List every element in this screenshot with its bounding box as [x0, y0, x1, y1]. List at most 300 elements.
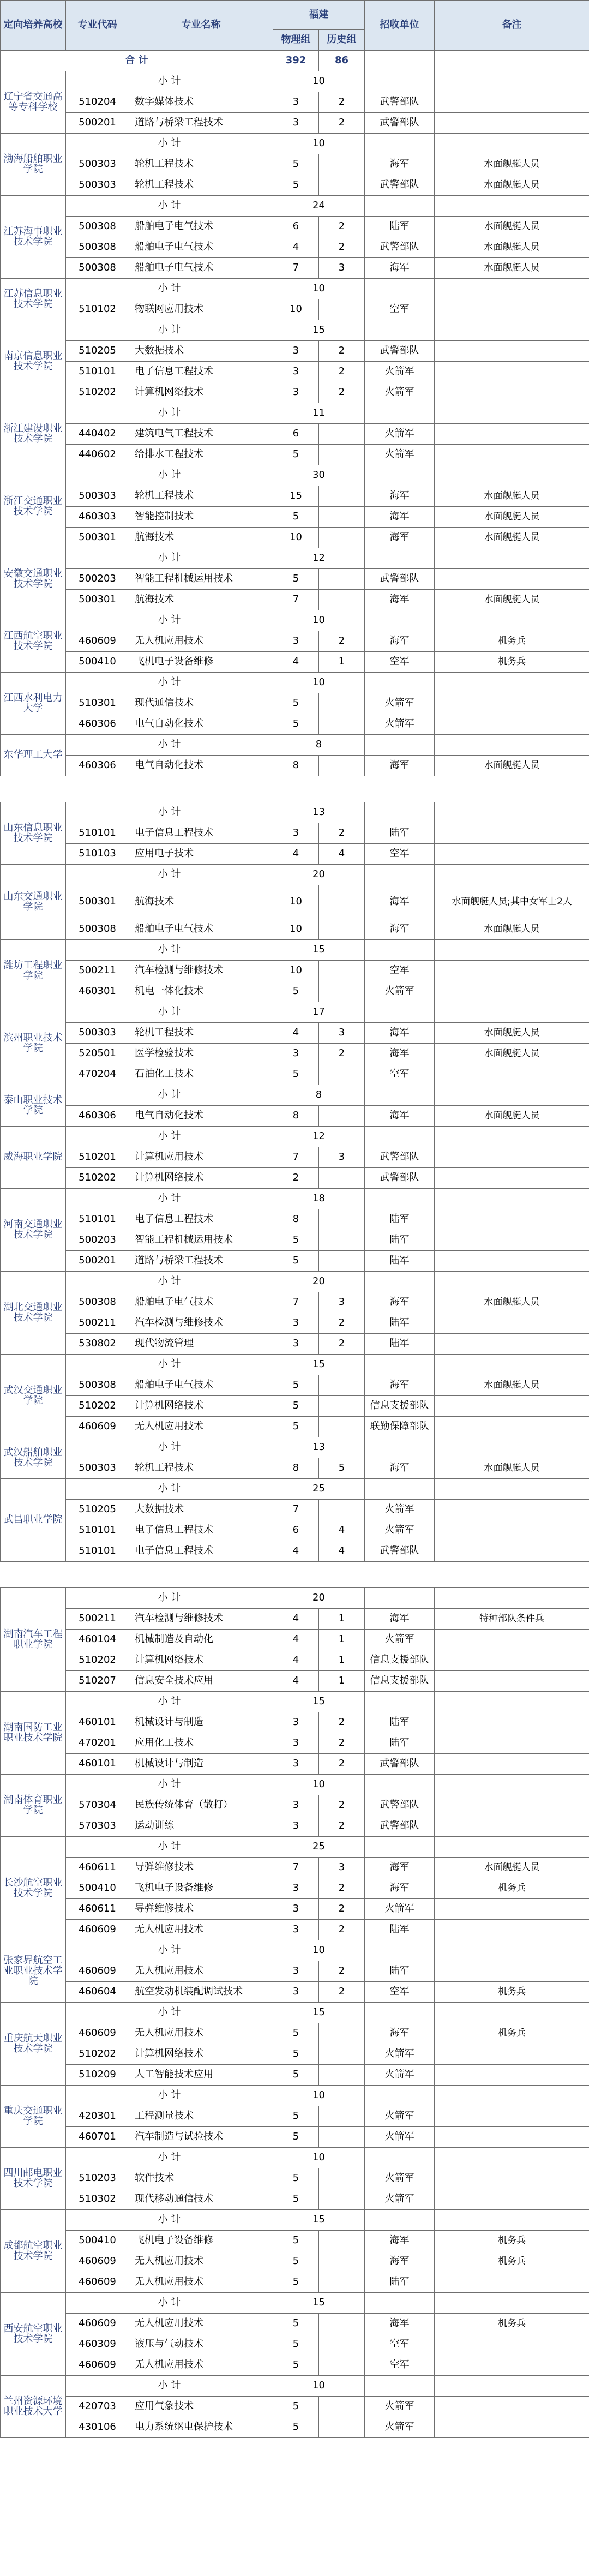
subtotal-remark [435, 735, 589, 756]
major-name: 数字媒体技术 [129, 92, 273, 113]
major-row [1, 1251, 589, 1272]
major-name: 无人机应用技术 [129, 2251, 273, 2272]
recruit-unit: 空军 [365, 844, 435, 865]
major-row [1, 175, 589, 196]
subtotal-remark [435, 196, 589, 217]
major-row [1, 844, 589, 865]
major-code: 510101 [66, 362, 129, 382]
physics-count: 2 [273, 1168, 319, 1189]
major-name: 电气自动化技术 [129, 756, 273, 776]
subtotal-unit [365, 465, 435, 486]
major-row [1, 486, 589, 507]
physics-count: 3 [273, 1982, 319, 2003]
subtotal-label: 小 计 [66, 735, 273, 756]
subtotal-remark [435, 279, 589, 299]
major-name: 民族传统体育（散打） [129, 1795, 273, 1816]
physics-count: 4 [273, 1609, 319, 1630]
physics-count: 7 [273, 1292, 319, 1313]
history-count [319, 981, 365, 1002]
subtotal-value: 11 [273, 403, 365, 424]
subtotal-value: 15 [273, 320, 365, 341]
subtotal-row [1, 673, 589, 693]
history-count [319, 2127, 365, 2148]
recruit-unit: 海军 [365, 2251, 435, 2272]
physics-count: 4 [273, 1541, 319, 1562]
remark: 机务兵 [435, 2231, 589, 2251]
physics-count: 3 [273, 1733, 319, 1754]
major-name: 计算机网络技术 [129, 2044, 273, 2065]
major-row [1, 569, 589, 590]
subtotal-remark [435, 2210, 589, 2231]
subtotal-row [1, 610, 589, 631]
major-row [1, 113, 589, 134]
major-row [1, 1209, 589, 1230]
major-name: 轮机工程技术 [129, 1458, 273, 1479]
remark [435, 1209, 589, 1230]
remark [435, 1064, 589, 1085]
physics-count: 3 [273, 1816, 319, 1837]
header-remark: 备注 [435, 1, 589, 51]
history-count: 2 [319, 1712, 365, 1733]
physics-count: 4 [273, 237, 319, 258]
major-code: 460609 [66, 1961, 129, 1982]
major-name: 船舶电子电气技术 [129, 237, 273, 258]
major-code: 500211 [66, 1609, 129, 1630]
subtotal-remark [435, 403, 589, 424]
subtotal-row [1, 2148, 589, 2168]
physics-count: 5 [273, 569, 319, 590]
major-code: 500301 [66, 590, 129, 610]
school-name: 滨州职业技术学院 [1, 1002, 66, 1085]
subtotal-value: 20 [273, 1272, 365, 1292]
major-code: 460306 [66, 714, 129, 735]
major-code: 470204 [66, 1064, 129, 1085]
major-row [1, 362, 589, 382]
major-code: 500203 [66, 569, 129, 590]
physics-count: 3 [273, 1754, 319, 1775]
subtotal-value: 30 [273, 465, 365, 486]
recruit-unit: 海军 [365, 507, 435, 528]
subtotal-value: 15 [273, 2293, 365, 2314]
subtotal-label: 小 计 [66, 1189, 273, 1209]
total-remark [435, 51, 589, 71]
major-name: 航空发动机装配调试技术 [129, 1982, 273, 2003]
major-row [1, 382, 589, 403]
major-name: 机械制造及自动化 [129, 1630, 273, 1650]
history-count [319, 2065, 365, 2086]
major-code: 500303 [66, 1023, 129, 1044]
major-code: 510101 [66, 823, 129, 844]
subtotal-remark [435, 1355, 589, 1375]
history-count [319, 1106, 365, 1127]
remark [435, 1795, 589, 1816]
major-name: 船舶电子电气技术 [129, 258, 273, 279]
major-name: 运动训练 [129, 1816, 273, 1837]
major-name: 航海技术 [129, 590, 273, 610]
recruit-unit: 海军 [365, 1609, 435, 1630]
major-row [1, 1334, 589, 1355]
major-row [1, 1417, 589, 1437]
subtotal-row [1, 2086, 589, 2106]
history-count: 2 [319, 237, 365, 258]
subtotal-remark [435, 465, 589, 486]
history-count: 2 [319, 362, 365, 382]
major-name: 电子信息工程技术 [129, 823, 273, 844]
remark [435, 92, 589, 113]
subtotal-remark [435, 548, 589, 569]
physics-count: 5 [273, 2044, 319, 2065]
physics-count: 15 [273, 486, 319, 507]
major-name: 导弹维修技术 [129, 1858, 273, 1878]
history-count: 2 [319, 1733, 365, 1754]
major-code: 510202 [66, 2044, 129, 2065]
major-row [1, 1292, 589, 1313]
major-row [1, 1313, 589, 1334]
major-row [1, 1458, 589, 1479]
recruit-unit: 海军 [365, 1106, 435, 1127]
physics-count: 4 [273, 1630, 319, 1650]
physics-count: 5 [273, 1417, 319, 1437]
physics-count: 7 [273, 1858, 319, 1878]
subtotal-label: 小 计 [66, 1272, 273, 1292]
major-code: 500308 [66, 1292, 129, 1313]
major-name: 无人机应用技术 [129, 1417, 273, 1437]
major-name: 建筑电气工程技术 [129, 424, 273, 445]
major-row [1, 217, 589, 237]
subtotal-label: 小 计 [66, 548, 273, 569]
physics-count: 7 [273, 258, 319, 279]
table-body [1, 71, 589, 2438]
subtotal-row [1, 1189, 589, 1209]
history-count [319, 1064, 365, 1085]
major-row [1, 714, 589, 735]
school-name: 湖南汽车工程职业学院 [1, 1588, 66, 1692]
major-row [1, 2023, 589, 2044]
major-code: 430106 [66, 2417, 129, 2438]
school-name: 安徽交通职业技术学院 [1, 548, 66, 610]
major-row [1, 693, 589, 714]
physics-count: 5 [273, 2417, 319, 2438]
major-code: 420703 [66, 2397, 129, 2417]
subtotal-remark [435, 1272, 589, 1292]
major-code: 460303 [66, 507, 129, 528]
physics-count: 5 [273, 2314, 319, 2334]
history-count [319, 154, 365, 175]
major-code: 460101 [66, 1712, 129, 1733]
remark [435, 1920, 589, 1940]
remark [435, 1396, 589, 1417]
major-name: 人工智能技术应用 [129, 2065, 273, 2086]
recruit-unit: 海军 [365, 2023, 435, 2044]
major-code: 570304 [66, 1795, 129, 1816]
major-code: 510302 [66, 2189, 129, 2210]
history-count [319, 528, 365, 548]
physics-count: 6 [273, 424, 319, 445]
subtotal-label: 小 计 [66, 1355, 273, 1375]
gap-cell [1, 1562, 589, 1588]
history-count: 4 [319, 844, 365, 865]
history-count: 3 [319, 1147, 365, 1168]
major-code: 440402 [66, 424, 129, 445]
major-code: 460611 [66, 1858, 129, 1878]
subtotal-label: 小 计 [66, 610, 273, 631]
subtotal-unit [365, 610, 435, 631]
major-name: 电气自动化技术 [129, 714, 273, 735]
major-code: 460701 [66, 2127, 129, 2148]
major-name: 船舶电子电气技术 [129, 919, 273, 940]
remark [435, 1251, 589, 1272]
school-name: 湖南体育职业学院 [1, 1775, 66, 1837]
major-row [1, 1920, 589, 1940]
school-name: 湖北交通职业技术学院 [1, 1272, 66, 1355]
major-name: 智能工程机械运用技术 [129, 569, 273, 590]
remark [435, 1754, 589, 1775]
major-row [1, 1168, 589, 1189]
subtotal-label: 小 计 [66, 1837, 273, 1858]
subtotal-remark [435, 134, 589, 154]
recruit-unit: 海军 [365, 631, 435, 652]
remark [435, 113, 589, 134]
subtotal-remark [435, 1692, 589, 1712]
remark [435, 2127, 589, 2148]
physics-count: 4 [273, 844, 319, 865]
remark: 水面舰艇人员 [435, 1023, 589, 1044]
major-name: 航海技术 [129, 528, 273, 548]
school-name: 张家界航空工业职业技术学院 [1, 1940, 66, 2003]
school-name: 浙江建设职业技术学院 [1, 403, 66, 465]
major-row [1, 1630, 589, 1650]
history-count: 2 [319, 1313, 365, 1334]
major-row [1, 445, 589, 465]
recruit-unit: 空军 [365, 299, 435, 320]
major-code: 500303 [66, 1458, 129, 1479]
major-code: 460609 [66, 2023, 129, 2044]
remark: 机务兵 [435, 1982, 589, 2003]
physics-count: 3 [273, 1334, 319, 1355]
physics-count: 5 [273, 2251, 319, 2272]
remark [435, 1671, 589, 1692]
remark [435, 424, 589, 445]
school-name: 山东交通职业学院 [1, 865, 66, 940]
remark: 水面舰艇人员 [435, 528, 589, 548]
major-row [1, 1878, 589, 1899]
header-physics: 物理组 [273, 30, 319, 51]
major-row [1, 1147, 589, 1168]
remark [435, 1147, 589, 1168]
subtotal-row [1, 735, 589, 756]
history-count [319, 2168, 365, 2189]
total-row [1, 51, 589, 71]
major-code: 460609 [66, 2314, 129, 2334]
recruit-unit: 陆军 [365, 1209, 435, 1230]
remark [435, 2272, 589, 2293]
subtotal-label: 小 计 [66, 1127, 273, 1147]
major-name: 飞机电子设备维修 [129, 1878, 273, 1899]
major-code: 510205 [66, 1500, 129, 1520]
history-count [319, 507, 365, 528]
remark [435, 1500, 589, 1520]
major-name: 现代物流管理 [129, 1334, 273, 1355]
history-count [319, 2314, 365, 2334]
history-count [319, 1230, 365, 1251]
remark [435, 2397, 589, 2417]
subtotal-value: 24 [273, 196, 365, 217]
physics-count: 3 [273, 1899, 319, 1920]
major-row [1, 1541, 589, 1562]
subtotal-value: 12 [273, 548, 365, 569]
history-count [319, 1417, 365, 1437]
total-label: 合 计 [1, 51, 273, 71]
major-row [1, 2397, 589, 2417]
major-code: 510101 [66, 1520, 129, 1541]
subtotal-label: 小 计 [66, 1085, 273, 1106]
major-row [1, 1064, 589, 1085]
subtotal-row [1, 1272, 589, 1292]
recruit-unit: 火箭军 [365, 445, 435, 465]
physics-count: 10 [273, 961, 319, 981]
school-name: 江西水利电力大学 [1, 673, 66, 735]
remark: 水面舰艇人员 [435, 1458, 589, 1479]
subtotal-unit [365, 1837, 435, 1858]
physics-count: 7 [273, 1500, 319, 1520]
remark: 机务兵 [435, 631, 589, 652]
major-name: 机械设计与制造 [129, 1754, 273, 1775]
subtotal-remark [435, 2376, 589, 2397]
physics-count: 5 [273, 2231, 319, 2251]
subtotal-remark [435, 2086, 589, 2106]
subtotal-label: 小 计 [66, 1588, 273, 1609]
subtotal-value: 20 [273, 1588, 365, 1609]
physics-count: 5 [273, 1396, 319, 1417]
remark [435, 714, 589, 735]
remark [435, 2334, 589, 2355]
physics-count: 5 [273, 1375, 319, 1396]
major-row [1, 1106, 589, 1127]
total-history: 86 [319, 51, 365, 71]
physics-count: 3 [273, 1961, 319, 1982]
recruit-unit: 武警部队 [365, 1816, 435, 1837]
major-code: 460609 [66, 2355, 129, 2376]
school-name: 四川邮电职业技术学院 [1, 2148, 66, 2210]
recruit-unit: 海军 [365, 1458, 435, 1479]
history-count [319, 2417, 365, 2438]
remark: 水面舰艇人员 [435, 919, 589, 940]
remark [435, 382, 589, 403]
major-name: 大数据技术 [129, 341, 273, 362]
subtotal-label: 小 计 [66, 1940, 273, 1961]
subtotal-unit [365, 1437, 435, 1458]
major-code: 510201 [66, 1147, 129, 1168]
remark [435, 1334, 589, 1355]
history-count: 3 [319, 1292, 365, 1313]
subtotal-label: 小 计 [66, 1479, 273, 1500]
subtotal-unit [365, 1189, 435, 1209]
physics-count: 3 [273, 1044, 319, 1064]
major-code: 510102 [66, 299, 129, 320]
school-name: 湖南国防工业职业技术学院 [1, 1692, 66, 1775]
subtotal-row [1, 71, 589, 92]
subtotal-value: 15 [273, 1355, 365, 1375]
gap-cell [1, 776, 589, 802]
remark [435, 1816, 589, 1837]
history-count [319, 2023, 365, 2044]
major-name: 电气自动化技术 [129, 1106, 273, 1127]
subtotal-row [1, 2293, 589, 2314]
recruit-unit: 陆军 [365, 1920, 435, 1940]
major-code: 500308 [66, 258, 129, 279]
recruit-unit: 信息支援部队 [365, 1671, 435, 1692]
history-count [319, 1375, 365, 1396]
physics-count: 5 [273, 445, 319, 465]
major-row [1, 2251, 589, 2272]
physics-count: 5 [273, 2272, 319, 2293]
remark: 水面舰艇人员 [435, 507, 589, 528]
major-name: 轮机工程技术 [129, 1023, 273, 1044]
remark [435, 569, 589, 590]
major-row [1, 258, 589, 279]
major-code: 500301 [66, 528, 129, 548]
subtotal-remark [435, 2293, 589, 2314]
major-row [1, 237, 589, 258]
history-count: 2 [319, 823, 365, 844]
major-code: 460609 [66, 1417, 129, 1437]
subtotal-remark [435, 1479, 589, 1500]
subtotal-value: 10 [273, 610, 365, 631]
subtotal-unit [365, 1479, 435, 1500]
major-row [1, 1396, 589, 1417]
history-count [319, 1396, 365, 1417]
physics-count: 10 [273, 528, 319, 548]
remark: 水面舰艇人员 [435, 237, 589, 258]
subtotal-remark [435, 1189, 589, 1209]
physics-count: 5 [273, 2065, 319, 2086]
major-code: 510202 [66, 1168, 129, 1189]
subtotal-unit [365, 2086, 435, 2106]
major-name: 无人机应用技术 [129, 2023, 273, 2044]
major-name: 医学检验技术 [129, 1044, 273, 1064]
subtotal-label: 小 计 [66, 2293, 273, 2314]
recruit-unit: 海军 [365, 1878, 435, 1899]
remark [435, 299, 589, 320]
history-count [319, 756, 365, 776]
history-count: 3 [319, 258, 365, 279]
major-row [1, 2106, 589, 2127]
remark [435, 1168, 589, 1189]
subtotal-unit [365, 1355, 435, 1375]
subtotal-row [1, 279, 589, 299]
major-row [1, 92, 589, 113]
major-code: 470201 [66, 1733, 129, 1754]
subtotal-row [1, 1127, 589, 1147]
subtotal-label: 小 计 [66, 2086, 273, 2106]
major-name: 无人机应用技术 [129, 2355, 273, 2376]
physics-count: 5 [273, 1251, 319, 1272]
major-code: 510202 [66, 382, 129, 403]
subtotal-unit [365, 1272, 435, 1292]
major-code: 510207 [66, 1671, 129, 1692]
major-code: 570303 [66, 1816, 129, 1837]
recruit-unit: 火箭军 [365, 1899, 435, 1920]
major-row [1, 1795, 589, 1816]
history-count: 2 [319, 1961, 365, 1982]
subtotal-remark [435, 1588, 589, 1609]
physics-count: 3 [273, 362, 319, 382]
history-count [319, 919, 365, 940]
header-school: 定向培养高校 [1, 1, 66, 51]
physics-count: 5 [273, 693, 319, 714]
major-name: 电力系统继电保护技术 [129, 2417, 273, 2438]
subtotal-row [1, 1692, 589, 1712]
